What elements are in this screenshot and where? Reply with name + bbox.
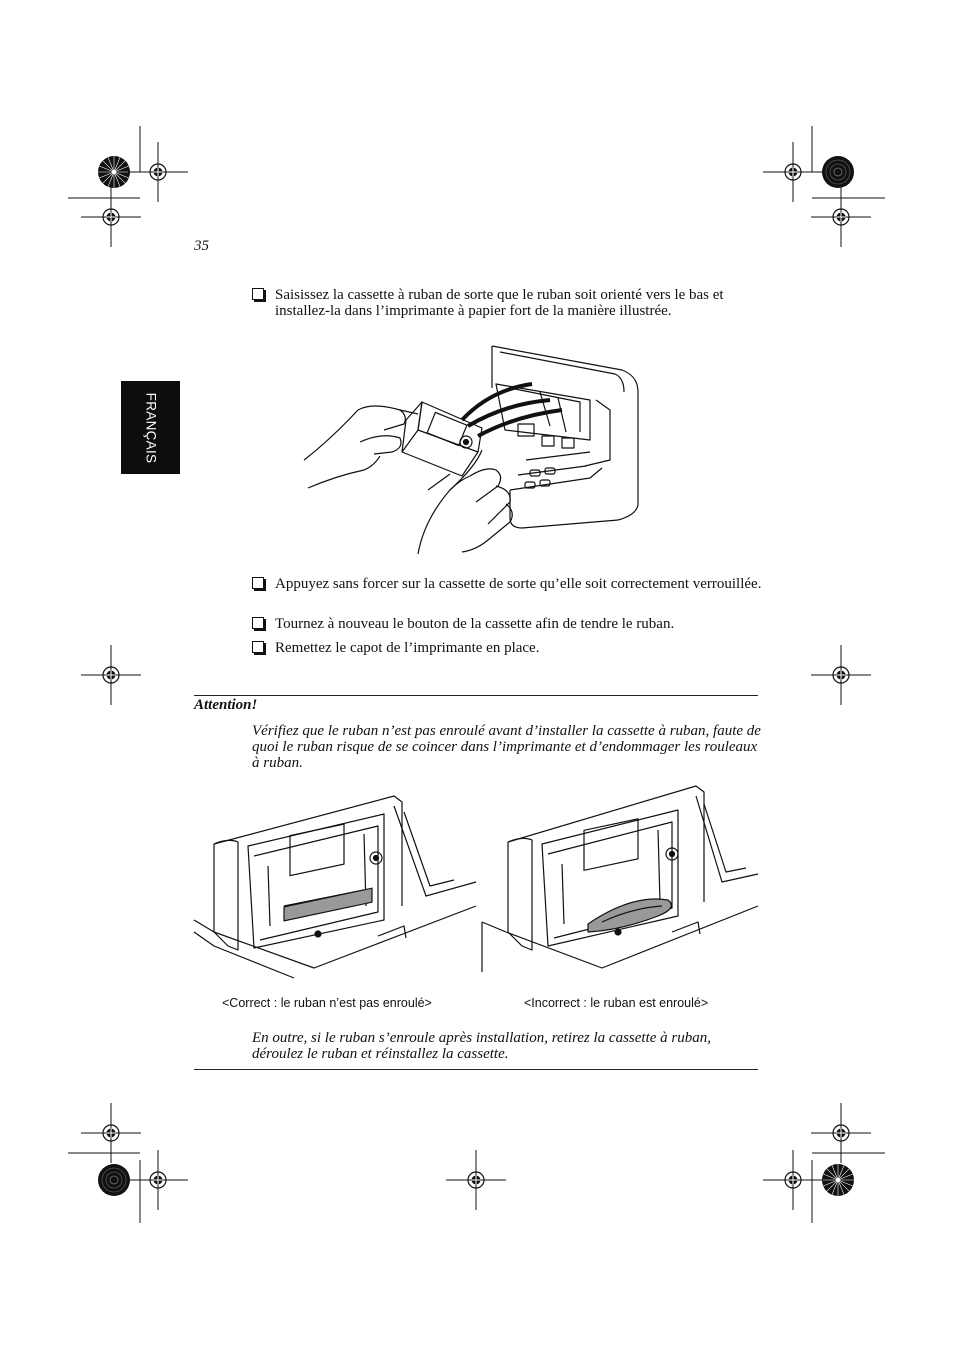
checkbox-bullet-icon — [252, 577, 264, 589]
cassette-install-illustration — [300, 340, 660, 555]
attention-warning-text: Vérifiez que le ruban n’est pas enroulé avant d’installer la cassette à ruban, faute de quoi le ruban risque de se coincer dans l’imprimante et d’endommager les rouleaux à ruban. — [252, 723, 761, 771]
checkbox-bullet-icon — [252, 617, 264, 629]
section-divider — [194, 695, 758, 696]
incorrect-caption: <Incorrect : le ruban est enroulé> — [524, 996, 709, 1010]
instruction-item — [252, 287, 762, 319]
language-tab-label: FRANÇAIS — [143, 392, 158, 463]
instruction-text: Tournez à nouveau le bouton de la cassette afin de tendre le ruban. — [275, 616, 675, 632]
instruction-item — [252, 640, 762, 656]
correct-ribbon-illustration — [194, 786, 476, 986]
checkbox-bullet-icon — [252, 641, 264, 653]
instruction-item — [252, 576, 762, 592]
language-side-tab — [121, 381, 180, 474]
correct-caption: <Correct : le ruban n’est pas enroulé> — [222, 996, 432, 1010]
instruction-text: Remettez le capot de l’imprimante en place. — [275, 640, 540, 656]
attention-followup-text: En outre, si le ruban s’enroule après installation, retirez la cassette à ruban, déroulez le ruban et réinstallez la cassette. — [252, 1030, 711, 1062]
instruction-item — [252, 616, 762, 632]
attention-heading: Attention! — [194, 697, 258, 713]
incorrect-ribbon-illustration — [482, 782, 758, 982]
page-number: 35 — [194, 238, 209, 254]
section-divider — [194, 1069, 758, 1070]
instruction-text: Appuyez sans forcer sur la cassette de sorte qu’elle soit correctement verrouillée. — [275, 576, 762, 592]
instruction-text: Saisissez la cassette à ruban de sorte que le ruban soit orienté vers le bas et installez-la dans l’imprimante à papier fort de la manière illustrée. — [275, 287, 724, 319]
checkbox-bullet-icon — [252, 288, 264, 300]
